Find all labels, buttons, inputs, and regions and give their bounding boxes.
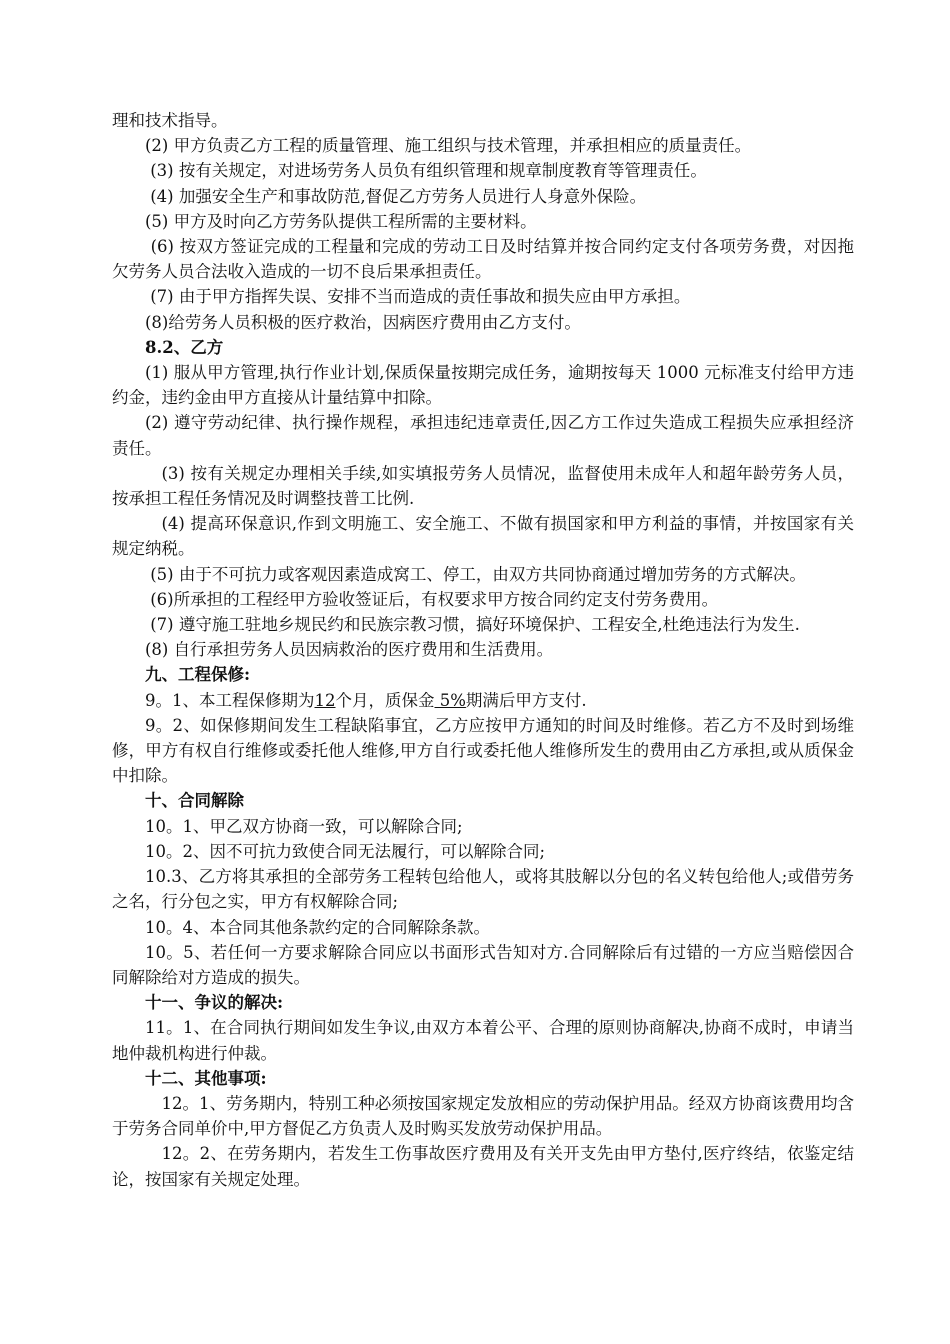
paragraph: 10。1、甲乙双方协商一致，可以解除合同; [145,816,463,836]
paragraph: (2) 甲方负责乙方工程的质量管理、施工组织与技术管理，并承担相应的质量责任。 [145,136,752,156]
paragraph: (2) 遵守劳动纪律、执行操作规程，承担违纪违章责任,因乙方工作过失造成工程损失应承担经济责任。 [112,413,854,458]
paragraph: (8) 自行承担劳务人员因病救治的医疗费用和生活费用。 [145,640,554,660]
section-heading: 十、合同解除 [145,791,244,811]
filled-value: 12 [314,690,336,710]
document-page [112,108,854,1192]
paragraph: (6) 按双方签证完成的工程量和完成的劳动工日及时结算并按合同约定支付各项劳务费，对因拖欠劳务人员合法收入造成的一切不良后果承担责任。 [112,237,854,282]
paragraph: 10.3、乙方将其承担的全部劳务工程转包给他人，或将其肢解以分包的名义转包给他人;或借劳务之名，行分包之实，甲方有权解除合同; [112,867,854,912]
paragraph: (6)所承担的工程经甲方验收签证后，有权要求甲方按合同约定支付劳务费用。 [145,589,719,609]
warranty-clause [112,688,854,713]
paragraph: (4) 加强安全生产和事故防范,督促乙方劳务人员进行人身意外保险。 [145,186,647,206]
clause-text: 9。1、本工程保修期为 [145,690,315,710]
section-heading: 九、工程保修: [145,665,251,685]
paragraph: (3) 按有关规定办理相关手续,如实填报劳务人员情况，监督使用未成年人和超年龄劳务人员，按承担工程任务情况及时调整技普工比例. [112,463,854,509]
paragraph: (8)给劳务人员积极的医疗救治，因病医疗费用由乙方支付。 [145,312,581,332]
paragraph: (4) 提高环保意识,作到文明施工、安全施工、不做有损国家和甲方利益的事情，并按国家有关规定纳税。 [112,514,854,559]
filled-value: 5% [434,690,466,710]
paragraph: (7) 由于甲方指挥失误、安排不当而造成的责任事故和损失应由甲方承担。 [145,287,691,307]
paragraph: (5) 由于不可抗力或客观因素造成窝工、停工，由双方共同协商通过增加劳务的方式解决。 [145,564,806,584]
paragraph: 理和技术指导。 [112,111,228,130]
paragraph: (7) 遵守施工驻地乡规民约和民族宗教习惯，搞好环境保护、工程安全,杜绝违法行为发生. [145,615,800,635]
paragraph: 10。2、因不可抗力致使合同无法履行，可以解除合同; [145,841,546,861]
paragraph: (3) 按有关规定，对进场劳务人员负有组织管理和规章制度教育等管理责任。 [145,161,707,181]
clause-text: 期满后甲方支付. [465,690,587,710]
clause-text: 个月，质保金 [335,690,435,710]
paragraph: 10。5、若任何一方要求解除合同应以书面形式告知对方.合同解除后有过错的一方应当赔偿因合同解除给对方造成的损失。 [112,942,854,987]
paragraph: 12。2、在劳务期内，若发生工伤事故医疗费用及有关开支先由甲方垫付,医疗终结，依鉴定结论，按国家有关规定处理。 [112,1144,854,1189]
paragraph: (1) 服从甲方管理,执行作业计划,保质保量按期完成任务，逾期按每天 1000 元标准支付给甲方违约金，违约金由甲方直接从计量结算中扣除。 [112,363,854,408]
paragraph: (5) 甲方及时向乙方劳务队提供工程所需的主要材料。 [145,211,537,231]
section-heading: 8.2、乙方 [145,337,224,357]
paragraph: 11。1、在合同执行期间如发生争议,由双方本着公平、合理的原则协商解决,协商不成时，申请当地仲裁机构进行仲裁。 [112,1018,854,1063]
section-heading: 十二、其他事项: [145,1068,267,1088]
paragraph: 10。4、本合同其他条款约定的合同解除条款。 [145,917,490,937]
paragraph: 12。1、劳务期内，特别工种必须按国家规定发放相应的劳动保护用品。经双方协商该费用均含于劳务合同单价中,甲方督促乙方负责人及时购买发放劳动保护用品。 [112,1093,854,1139]
section-heading: 十一、争议的解决: [145,993,284,1013]
paragraph: 9。2、如保修期间发生工程缺陷事宜，乙方应按甲方通知的时间及时维修。若乙方不及时到场维修，甲方有权自行维修或委托他人维修,甲方自行或委托他人维修所发生的费用由乙方承担,或从质保金中扣除。 [112,715,854,786]
